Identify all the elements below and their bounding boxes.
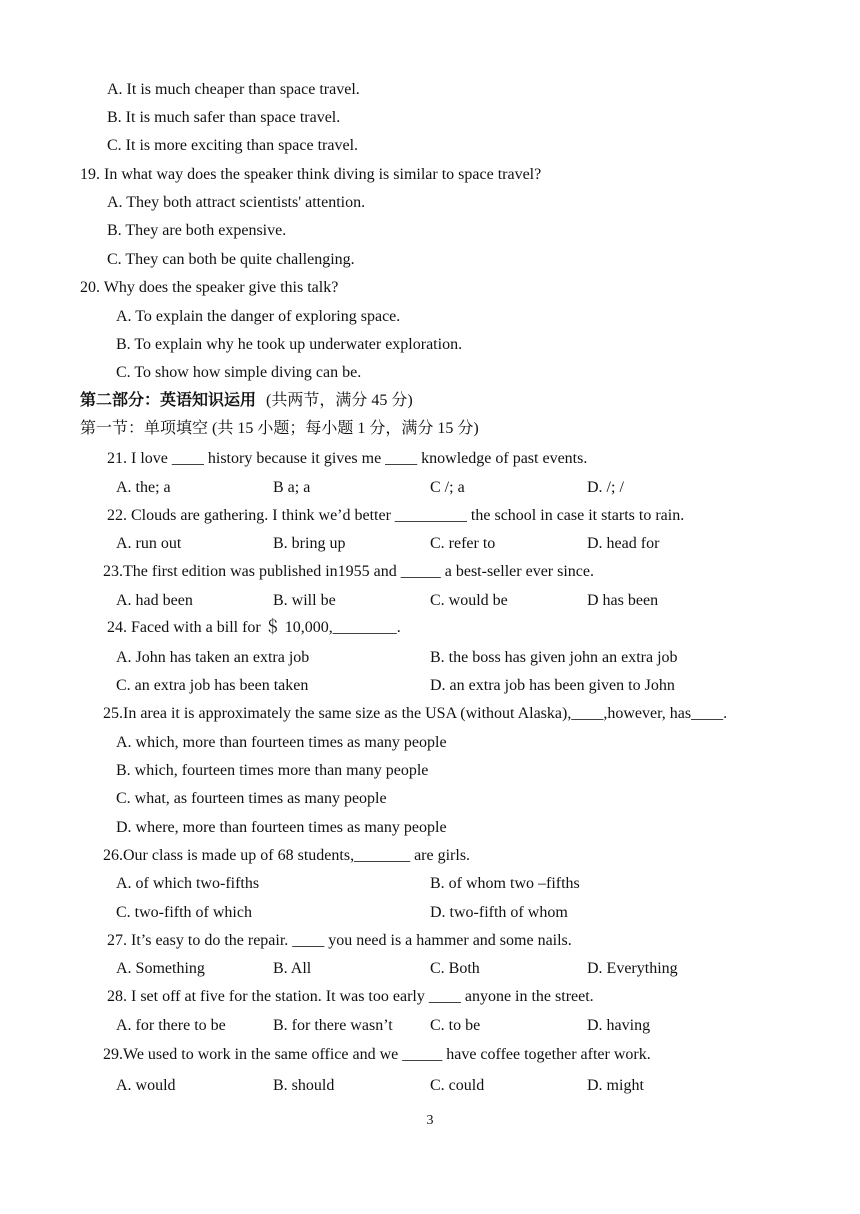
- page-number: 3: [426, 1113, 434, 1128]
- q29-option-b: B. should: [273, 1077, 335, 1094]
- q26-option-c: C. two-fifth of which: [116, 904, 252, 921]
- q21-option-c: C /; a: [430, 479, 465, 496]
- q23-option-c: C. would be: [430, 592, 508, 609]
- q22-option-b: B. bring up: [273, 535, 346, 552]
- q27-option-d: D. Everything: [587, 960, 678, 977]
- q26-option-d: D. two-fifth of whom: [430, 904, 568, 921]
- q26-option-b: B. of whom two –fifths: [430, 875, 580, 892]
- q23-option-b: B. will be: [273, 592, 336, 609]
- q28-option-b: B. for there wasn’t: [273, 1017, 393, 1034]
- q28-option-d: D. having: [587, 1017, 651, 1034]
- q28-stem: 28. I set off at five for the station. It was too early ____ anyone in the street.: [107, 988, 594, 1005]
- q23-stem: 23.The first edition was published in1955 and _____ a best-seller ever since.: [103, 563, 594, 580]
- q24-option-d: D. an extra job has been given to John: [430, 677, 675, 694]
- q29-option-c: C. could: [430, 1077, 485, 1094]
- q27-stem: 27. It’s easy to do the repair. ____ you need is a hammer and some nails.: [107, 932, 572, 949]
- q21-option-a: A. the; a: [116, 479, 171, 496]
- q24-option-c: C. an extra job has been taken: [116, 677, 309, 694]
- q20-option-b: B. To explain why he took up underwater exploration.: [116, 336, 463, 353]
- q25-option-b: B. which, fourteen times more than many people: [116, 762, 429, 779]
- q25-option-c: C. what, as fourteen times as many people: [116, 790, 387, 807]
- q27-option-a: A. Something: [116, 960, 205, 977]
- part2-note: (共两节，满分 45 分): [266, 392, 413, 409]
- q24-option-b: B. the boss has given john an extra job: [430, 649, 678, 666]
- q19-option-a: A. They both attract scientists' attention.: [107, 194, 366, 211]
- q21-stem: 21. I love ____ history because it gives me ____ knowledge of past events.: [107, 450, 588, 467]
- q25-option-a: A. which, more than fourteen times as many people: [116, 734, 447, 751]
- q22-option-c: C. refer to: [430, 535, 496, 552]
- q18-option-c: C. It is more exciting than space travel.: [107, 137, 359, 154]
- q28-option-c: C. to be: [430, 1017, 481, 1034]
- q22-option-a: A. run out: [116, 535, 182, 552]
- q18-option-b: B. It is much safer than space travel.: [107, 109, 341, 126]
- q23-option-a: A. had been: [116, 592, 193, 609]
- q20-option-a: A. To explain the danger of exploring space.: [116, 308, 401, 325]
- q24-stem: 24. Faced with a bill for ＄ 10,000,________.: [107, 619, 401, 636]
- part2-heading: [80, 391, 413, 411]
- part2-title: 第二部分：英语知识运用: [80, 392, 257, 409]
- q20-stem: 20. Why does the speaker give this talk?: [80, 279, 339, 296]
- q19-option-b: B. They are both expensive.: [107, 222, 287, 239]
- q22-option-d: D. head for: [587, 535, 660, 552]
- q20-option-c: C. To show how simple diving can be.: [116, 364, 362, 381]
- q26-option-a: A. of which two-fifths: [116, 875, 260, 892]
- q23-option-d: D has been: [587, 592, 659, 609]
- q25-option-d: D. where, more than fourteen times as many people: [116, 819, 447, 836]
- q26-stem: 26.Our class is made up of 68 students,_______ are girls.: [103, 847, 471, 864]
- section1-heading: 第一节：单项填空 (共 15 小题；每小题 1 分，满分 15 分): [80, 420, 479, 437]
- q29-option-d: D. might: [587, 1077, 644, 1094]
- q19-option-c: C. They can both be quite challenging.: [107, 251, 355, 268]
- q27-option-b: B. All: [273, 960, 312, 977]
- q21-option-b: B a; a: [273, 479, 311, 496]
- q21-option-d: D. /; /: [587, 479, 624, 496]
- q28-option-a: A. for there to be: [116, 1017, 226, 1034]
- q19-stem: 19. In what way does the speaker think diving is similar to space travel?: [80, 166, 542, 183]
- q25-stem: 25.In area it is approximately the same size as the USA (without Alaska),____,however, has____.: [103, 705, 728, 722]
- q29-stem: 29.We used to work in the same office and we _____ have coffee together after work.: [103, 1046, 651, 1063]
- q22-stem: 22. Clouds are gathering. I think we’d better _________ the school in case it starts to rain.: [107, 507, 685, 524]
- q18-option-a: A. It is much cheaper than space travel.: [107, 81, 360, 98]
- q24-option-a: A. John has taken an extra job: [116, 649, 310, 666]
- q29-option-a: A. would: [116, 1077, 176, 1094]
- q27-option-c: C. Both: [430, 960, 480, 977]
